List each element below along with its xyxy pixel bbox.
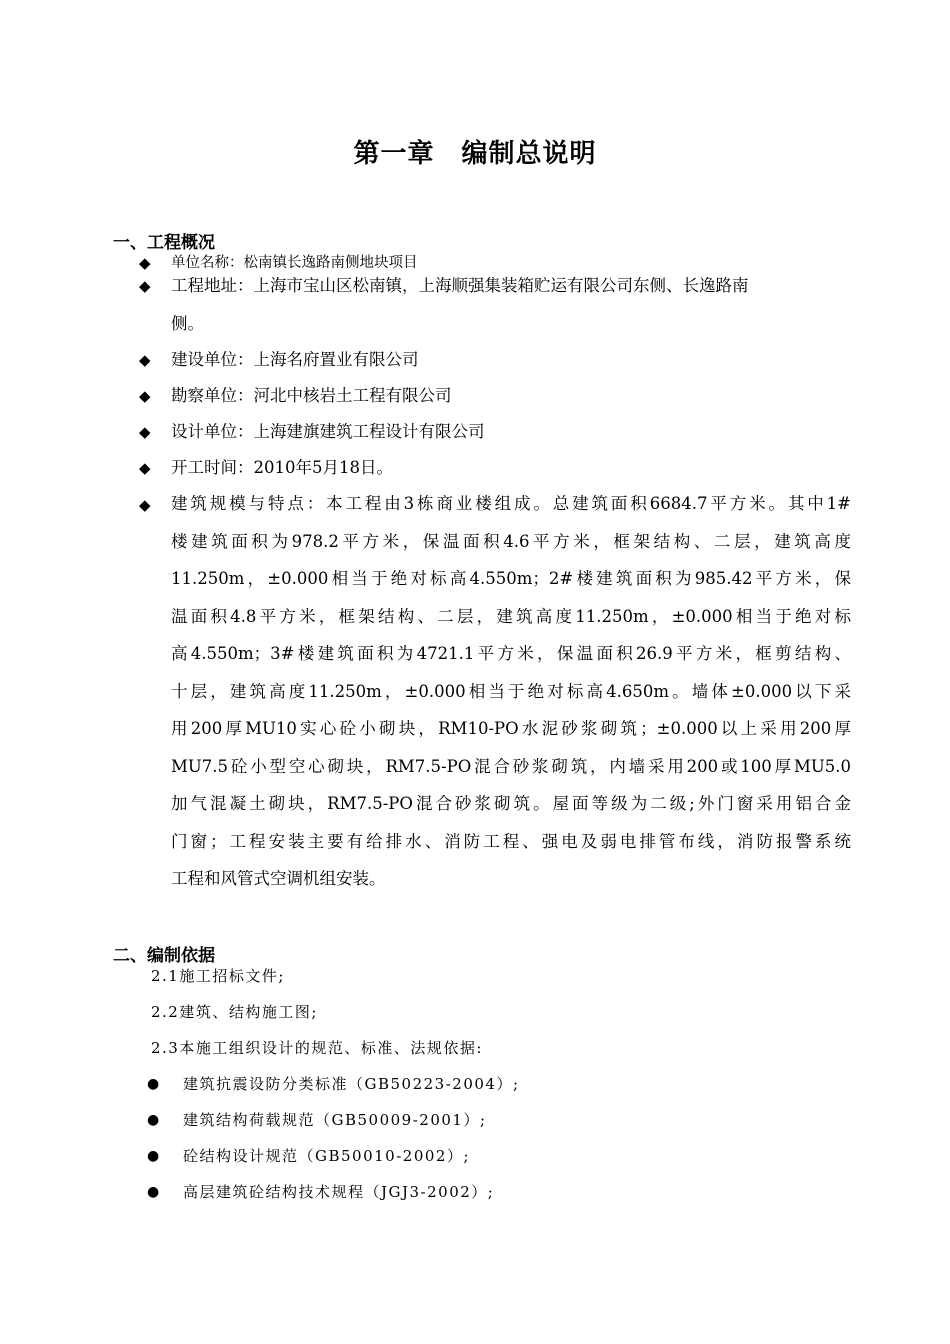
- diamond-bullet-icon: ◆: [139, 423, 151, 441]
- paragraph-line: 门窗；工程安装主要有给排水、消防工程、强电及弱电排管布线，消防报警系统: [171, 831, 851, 851]
- address-text-line2: 侧。: [171, 314, 204, 333]
- start-time-text: 开工时间：2010年5月18日。: [171, 458, 393, 477]
- standard-item: [0, 1102, 950, 1138]
- paragraph-line: 温面积4.8平方米，框架结构、二层，建筑高度11.250m，±0.000相当于绝对标: [171, 606, 851, 626]
- design-text: 设计单位：上海建旗建筑工程设计有限公司: [171, 422, 485, 441]
- standard-item: [0, 1174, 950, 1210]
- paragraph-line: 十层，建筑高度11.250m，±0.000相当于绝对标高4.650m。墙体±0.000以下采: [171, 681, 851, 701]
- diamond-bullet-icon: ◆: [139, 277, 151, 295]
- standard-item-text: 高层建筑砼结构技术规程（JGJ3-2002）;: [183, 1183, 495, 1201]
- diamond-bullet-icon: ◆: [139, 459, 151, 477]
- list-item-address: [0, 268, 950, 304]
- basis-line: [0, 994, 950, 1030]
- basis-line-text: 2.1施工招标文件;: [151, 967, 285, 985]
- basis-line: [0, 958, 950, 994]
- unit-name-text: 单位名称：松南镇长逸路南侧地块项目: [171, 255, 418, 271]
- standard-item-text: 砼结构设计规范（GB50010-2002）;: [183, 1147, 471, 1165]
- survey-text: 勘察单位：河北中核岩土工程有限公司: [171, 386, 452, 405]
- paragraph-line: 高4.550m；3#楼建筑面积为4721.1平方米，保温面积26.9平方米，框剪结构、: [171, 644, 851, 663]
- dot-bullet-icon: ●: [147, 1076, 160, 1092]
- basis-line: [0, 1030, 950, 1066]
- basis-line-text: 2.3本施工组织设计的规范、标准、法规依据:: [151, 1039, 483, 1057]
- list-item-start-time: [0, 450, 950, 486]
- section-heading-basis: 二、编制依据: [113, 946, 215, 966]
- diamond-bullet-icon: ◆: [139, 254, 151, 272]
- dot-bullet-icon: ●: [147, 1112, 160, 1128]
- paragraph-line: 工程和风管式空调机组安装。: [171, 869, 386, 888]
- diamond-bullet-icon: ◆: [139, 496, 151, 514]
- standard-item-text: 建筑抗震设防分类标准（GB50223-2004）;: [183, 1075, 520, 1093]
- list-item-survey: [0, 378, 950, 414]
- scale-paragraph: [171, 485, 851, 898]
- address-text-line1: 工程地址：上海市宝山区松南镇，上海顺强集装箱贮运有限公司东侧、长逸路南: [171, 276, 749, 295]
- paragraph-line: MU7.5砼小型空心砌块，RM7.5-PO混合砂浆砌筑，内墙采用200或100厚MU5.0: [171, 756, 851, 776]
- dot-bullet-icon: ●: [147, 1148, 160, 1164]
- basis-line-text: 2.2建筑、结构施工图;: [151, 1003, 318, 1021]
- diamond-bullet-icon: ◆: [139, 387, 151, 405]
- standard-item-text: 建筑结构荷载规范（GB50009-2001）;: [183, 1111, 487, 1129]
- standard-item: [0, 1138, 950, 1174]
- list-item-builder: [0, 342, 950, 378]
- paragraph-line: 加气混凝土砌块，RM7.5-PO混合砂浆砌筑。屋面等级为二级;外门窗采用铝合金: [171, 794, 851, 813]
- standard-item: [0, 1066, 950, 1102]
- diamond-bullet-icon: ◆: [139, 351, 151, 369]
- paragraph-line: 楼建筑面积为978.2平方米，保温面积4.6平方米，框架结构、二层，建筑高度: [171, 531, 851, 551]
- paragraph-line: 11.250m，±0.000相当于绝对标高4.550m；2#楼建筑面积为985.42平方米，保: [171, 569, 851, 588]
- chapter-title: 第一章 编制总说明: [353, 139, 597, 169]
- builder-text: 建设单位：上海名府置业有限公司: [171, 350, 419, 369]
- paragraph-line: 建筑规模与特点：本工程由3栋商业楼组成。总建筑面积6684.7平方米。其中1#: [171, 494, 851, 513]
- paragraph-line: 用200厚MU10实心砼小砌块，RM10-PO水泥砂浆砌筑；±0.000以上采用200厚: [171, 719, 851, 738]
- section-heading-overview: 一、工程概况: [113, 233, 215, 253]
- list-item-address-cont: [0, 306, 950, 342]
- list-item-design: [0, 414, 950, 450]
- dot-bullet-icon: ●: [147, 1184, 160, 1200]
